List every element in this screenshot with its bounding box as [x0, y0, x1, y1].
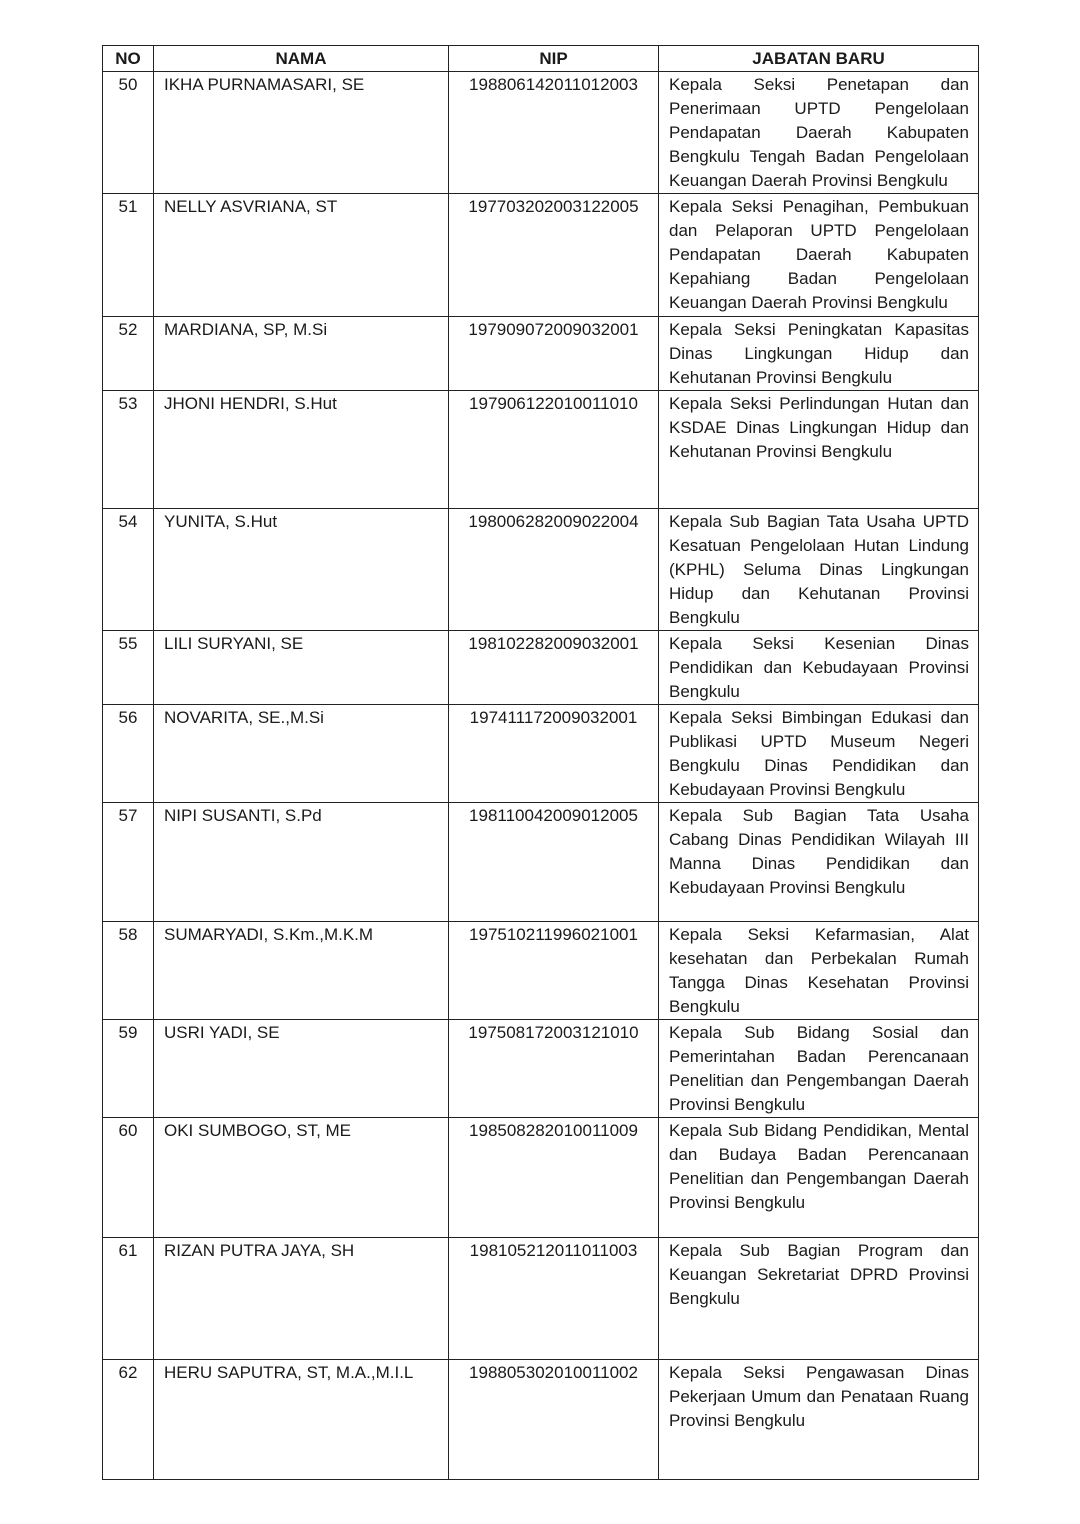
table-row	[103, 1360, 979, 1480]
cell-no: 62	[103, 1360, 154, 1480]
cell-nip: 198508282010011009	[449, 1118, 659, 1238]
header-jabatan: JABATAN BARU	[659, 46, 979, 72]
cell-nama: NIPI SUSANTI, S.Pd	[154, 803, 449, 922]
cell-jabatan: Kepala Sub Bagian Tata Usaha Cabang Dinas Pendidikan Wilayah III Manna Dinas Pendidikan dan Kebudayaan Provinsi Bengkulu	[659, 803, 979, 922]
table-row	[103, 803, 979, 922]
cell-nama: SUMARYADI, S.Km.,M.K.M	[154, 922, 449, 1020]
cell-nip: 197411172009032001	[449, 705, 659, 803]
table-row	[103, 194, 979, 317]
cell-nip: 197906122010011010	[449, 391, 659, 509]
cell-jabatan: Kepala Sub Bidang Pendidikan, Mental dan Budaya Badan Perencanaan Penelitian dan Pengembangan Daerah Provinsi Bengkulu	[659, 1118, 979, 1238]
cell-nama: JHONI HENDRI, S.Hut	[154, 391, 449, 509]
cell-nip: 198102282009032001	[449, 631, 659, 705]
cell-jabatan: Kepala Sub Bidang Sosial dan Pemerintahan Badan Perencanaan Penelitian dan Pengembangan Daerah Provinsi Bengkulu	[659, 1020, 979, 1118]
cell-no: 59	[103, 1020, 154, 1118]
cell-jabatan: Kepala Seksi Penetapan dan Penerimaan UPTD Pengelolaan Pendapatan Daerah Kabupaten Bengkulu Tengah Badan Pengelolaan Keuangan Daerah Provinsi Bengkulu	[659, 72, 979, 194]
cell-nama: HERU SAPUTRA, ST, M.A.,M.I.L	[154, 1360, 449, 1480]
cell-no: 51	[103, 194, 154, 317]
header-no: NO	[103, 46, 154, 72]
cell-nip: 198110042009012005	[449, 803, 659, 922]
cell-jabatan: Kepala Seksi Kefarmasian, Alat kesehatan dan Perbekalan Rumah Tangga Dinas Kesehatan Provinsi Bengkulu	[659, 922, 979, 1020]
cell-no: 54	[103, 509, 154, 631]
cell-no: 61	[103, 1238, 154, 1360]
cell-no: 55	[103, 631, 154, 705]
cell-jabatan: Kepala Seksi Pengawasan Dinas Pekerjaan Umum dan Penataan Ruang Provinsi Bengkulu	[659, 1360, 979, 1480]
header-nip: NIP	[449, 46, 659, 72]
table-row	[103, 1118, 979, 1238]
cell-jabatan: Kepala Sub Bagian Program dan Keuangan Sekretariat DPRD Provinsi Bengkulu	[659, 1238, 979, 1360]
cell-no: 58	[103, 922, 154, 1020]
cell-nip: 198006282009022004	[449, 509, 659, 631]
table-row	[103, 1020, 979, 1118]
document-page	[102, 45, 978, 1480]
cell-no: 57	[103, 803, 154, 922]
cell-nama: LILI SURYANI, SE	[154, 631, 449, 705]
cell-nip: 197703202003122005	[449, 194, 659, 317]
table-row	[103, 391, 979, 509]
cell-nama: YUNITA, S.Hut	[154, 509, 449, 631]
cell-nama: OKI SUMBOGO, ST, ME	[154, 1118, 449, 1238]
cell-jabatan: Kepala Seksi Kesenian Dinas Pendidikan dan Kebudayaan Provinsi Bengkulu	[659, 631, 979, 705]
cell-nip: 198105212011011003	[449, 1238, 659, 1360]
table-row	[103, 72, 979, 194]
table-row	[103, 631, 979, 705]
table-row	[103, 509, 979, 631]
table-row	[103, 317, 979, 391]
cell-nip: 198805302010011002	[449, 1360, 659, 1480]
cell-no: 52	[103, 317, 154, 391]
cell-nip: 197909072009032001	[449, 317, 659, 391]
table-row	[103, 705, 979, 803]
cell-nama: NELLY ASVRIANA, ST	[154, 194, 449, 317]
cell-nama: MARDIANA, SP, M.Si	[154, 317, 449, 391]
header-nama: NAMA	[154, 46, 449, 72]
cell-jabatan: Kepala Seksi Perlindungan Hutan dan KSDAE Dinas Lingkungan Hidup dan Kehutanan Provinsi Bengkulu	[659, 391, 979, 509]
cell-nip: 197510211996021001	[449, 922, 659, 1020]
cell-nip: 197508172003121010	[449, 1020, 659, 1118]
cell-jabatan: Kepala Seksi Peningkatan Kapasitas Dinas Lingkungan Hidup dan Kehutanan Provinsi Bengkulu	[659, 317, 979, 391]
personnel-table	[102, 45, 979, 1480]
cell-nip: 198806142011012003	[449, 72, 659, 194]
cell-no: 60	[103, 1118, 154, 1238]
cell-jabatan: Kepala Sub Bagian Tata Usaha UPTD Kesatuan Pengelolaan Hutan Lindung (KPHL) Seluma Dinas Lingkungan Hidup dan Kehutanan Provinsi Bengkulu	[659, 509, 979, 631]
cell-jabatan: Kepala Seksi Bimbingan Edukasi dan Publikasi UPTD Museum Negeri Bengkulu Dinas Pendidikan dan Kebudayaan Provinsi Bengkulu	[659, 705, 979, 803]
cell-no: 53	[103, 391, 154, 509]
cell-no: 56	[103, 705, 154, 803]
table-row	[103, 922, 979, 1020]
cell-nama: IKHA PURNAMASARI, SE	[154, 72, 449, 194]
table-header-row	[103, 46, 979, 72]
cell-nama: USRI YADI, SE	[154, 1020, 449, 1118]
cell-no: 50	[103, 72, 154, 194]
cell-jabatan: Kepala Seksi Penagihan, Pembukuan dan Pelaporan UPTD Pengelolaan Pendapatan Daerah Kabupaten Kepahiang Badan Pengelolaan Keuangan Daerah Provinsi Bengkulu	[659, 194, 979, 317]
cell-nama: RIZAN PUTRA JAYA, SH	[154, 1238, 449, 1360]
table-row	[103, 1238, 979, 1360]
cell-nama: NOVARITA, SE.,M.Si	[154, 705, 449, 803]
